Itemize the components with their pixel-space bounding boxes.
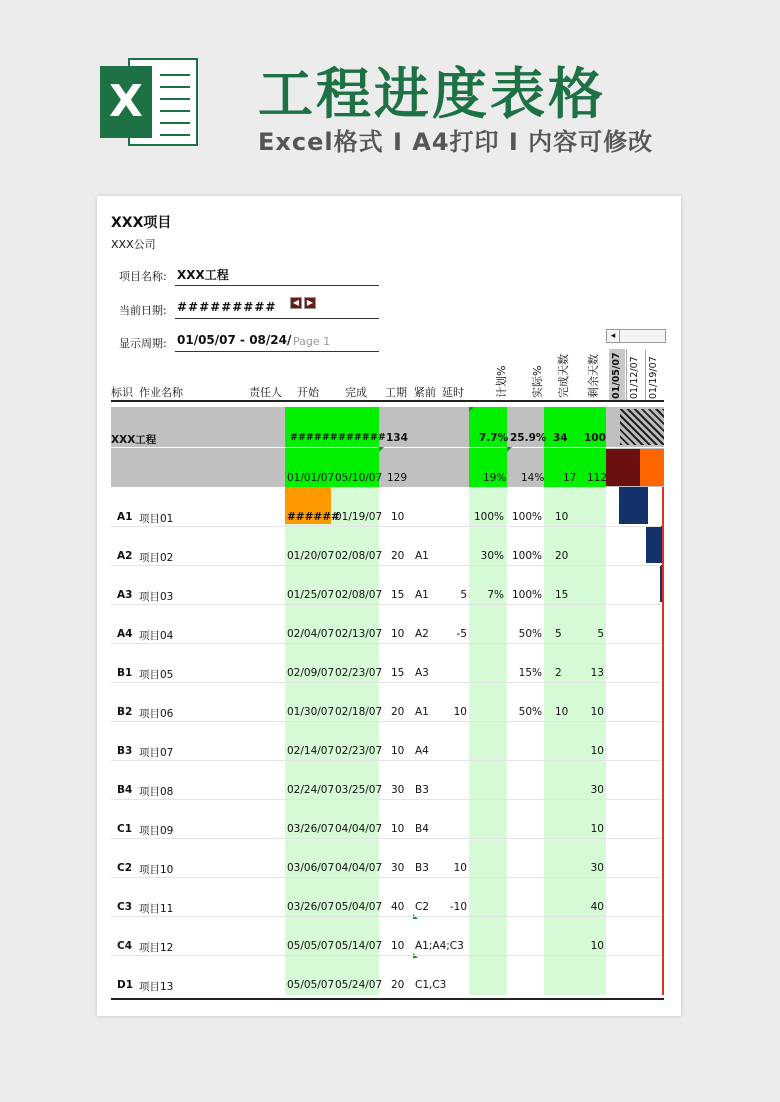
page-subtitle: Excel格式 I A4打印 I 内容可修改 — [258, 128, 654, 156]
row-finish: 05/14/07 — [335, 940, 383, 952]
row-done-days: 2 — [555, 667, 562, 679]
row-finish: 02/18/07 — [335, 706, 383, 718]
baseline-done-days: 17 — [563, 472, 577, 484]
row-start: 01/30/07 — [287, 706, 335, 718]
row-finish: 02/13/07 — [335, 628, 383, 640]
summary-name: XXX工程 — [111, 434, 157, 446]
row-plan-pct: 100% — [473, 511, 504, 523]
row-finish: 02/23/07 — [335, 667, 383, 679]
project-name-value[interactable]: XXX工程 — [177, 268, 229, 282]
row-done-days: 5 — [555, 628, 562, 640]
summary-done-days: 34 — [553, 432, 568, 444]
header-owner: 责任人 — [249, 386, 282, 399]
page-indicator: Page 1 — [293, 335, 331, 348]
excel-logo-icon — [100, 52, 200, 152]
row-id: A4 — [117, 628, 133, 640]
row-finish: 04/04/07 — [335, 823, 383, 835]
row-remain-days: 30 — [590, 862, 604, 874]
row-start: 02/24/07 — [287, 784, 335, 796]
header-date-1: 01/05/07 — [611, 352, 622, 399]
row-finish: 02/23/07 — [335, 745, 383, 757]
row-id: B4 — [117, 784, 133, 796]
row-name: 项目06 — [139, 708, 174, 720]
row-duration: 10 — [391, 628, 405, 640]
row-predecessor: C1,C3 — [415, 979, 447, 991]
row-id: C4 — [117, 940, 133, 952]
row-duration: 15 — [391, 667, 405, 679]
header-id: 标识 — [111, 386, 133, 399]
row-start: 02/04/07 — [287, 628, 335, 640]
row-duration: 20 — [391, 979, 405, 991]
display-period-value[interactable]: 01/05/07 - 08/24/ — [177, 333, 292, 347]
row-finish: 02/08/07 — [335, 589, 383, 601]
row-name: 项目05 — [139, 669, 174, 681]
row-predecessor: A3 — [415, 667, 429, 679]
row-predecessor: C2 — [415, 901, 430, 913]
header-actual-pct: 实际% — [531, 365, 544, 398]
row-name: 项目10 — [139, 864, 174, 876]
scroll-left-arrow-icon[interactable]: ◂ — [607, 330, 620, 342]
row-actual-pct: 100% — [511, 550, 542, 562]
row-name: 项目03 — [139, 591, 174, 603]
row-id: A1 — [117, 511, 133, 523]
row-predecessor: B4 — [415, 823, 429, 835]
row-id: B1 — [117, 667, 133, 679]
project-name-label: 项目名称: — [119, 270, 167, 283]
baseline-finish: 05/10/07 — [335, 472, 383, 484]
dates-column-bg — [285, 487, 379, 995]
row-remain-days: 40 — [590, 901, 604, 913]
baseline-duration: 129 — [387, 472, 408, 484]
row-id: B2 — [117, 706, 133, 718]
row-remain-days: 10 — [590, 745, 604, 757]
summary-remain-days: 100 — [584, 432, 606, 444]
row-finish: 03/25/07 — [335, 784, 383, 796]
row-plan-pct: 7% — [487, 589, 504, 601]
summary-actual-pct: 25.9% — [510, 432, 547, 444]
row-delay: 10 — [453, 706, 467, 718]
baseline-actual-pct: 14% — [521, 472, 545, 484]
row-done-days: 20 — [555, 550, 569, 562]
header-predecessor: 紧前 — [414, 386, 436, 399]
row-name: 项目01 — [139, 513, 174, 525]
row-duration: 30 — [391, 784, 405, 796]
row-remain-days: 30 — [590, 784, 604, 796]
row-name: 项目07 — [139, 747, 174, 759]
page-title: 工程进度表格 — [258, 62, 607, 126]
row-id: A3 — [117, 589, 133, 601]
row-name: 项目08 — [139, 786, 174, 798]
row-finish: 05/24/07 — [335, 979, 383, 991]
row-id: D1 — [117, 979, 134, 991]
row-duration: 10 — [391, 511, 405, 523]
row-start: 03/06/07 — [287, 862, 335, 874]
row-finish: 05/04/07 — [335, 901, 383, 913]
row-duration: 20 — [391, 550, 405, 562]
today-line — [662, 487, 664, 995]
row-name: 项目12 — [139, 942, 174, 954]
row-finish: 01/19/07 — [335, 511, 383, 523]
row-done-days: 10 — [555, 511, 569, 523]
row-remain-days: 10 — [590, 940, 604, 952]
row-predecessor: A1 — [415, 550, 429, 562]
header-duration: 工期 — [385, 386, 407, 399]
row-done-days: 15 — [555, 589, 569, 601]
baseline-start: 01/01/07 — [287, 472, 335, 484]
row-remain-days: 10 — [590, 823, 604, 835]
row-duration: 15 — [391, 589, 405, 601]
row-start: ###### — [287, 511, 340, 523]
baseline-plan-pct: 19% — [483, 472, 507, 484]
row-duration: 10 — [391, 940, 405, 952]
row-start: 03/26/07 — [287, 901, 335, 913]
baseline-remain-days: 112 — [587, 472, 608, 484]
row-delay: 5 — [460, 589, 467, 601]
header-remain-days: 剩余天数 — [587, 354, 600, 398]
gantt-scrollbar[interactable] — [606, 329, 666, 343]
summary-finish: ###### — [338, 432, 386, 443]
excel-logo-letter: X — [100, 66, 152, 138]
row-predecessor: A4 — [415, 745, 429, 757]
current-date-label: 当前日期: — [119, 304, 167, 317]
row-done-days: 10 — [555, 706, 569, 718]
row-start: 02/09/07 — [287, 667, 335, 679]
row-actual-pct: 100% — [511, 511, 542, 523]
row-duration: 20 — [391, 706, 405, 718]
row-start: 02/14/07 — [287, 745, 335, 757]
row-predecessor: A2 — [415, 628, 429, 640]
project-title: XXX项目 — [111, 215, 172, 231]
row-start: 05/05/07 — [287, 940, 335, 952]
header-delay: 延时 — [442, 386, 464, 399]
plan-pct-column-bg — [469, 487, 507, 995]
company-name: XXX公司 — [111, 238, 156, 251]
row-name: 项目04 — [139, 630, 174, 642]
row-name: 项目09 — [139, 825, 174, 837]
row-delay: -5 — [456, 628, 467, 640]
row-finish: 02/08/07 — [335, 550, 383, 562]
days-column-bg — [544, 487, 606, 995]
schedule-sheet — [97, 196, 681, 1016]
row-actual-pct: 50% — [518, 628, 542, 640]
row-name: 项目13 — [139, 981, 174, 993]
row-duration: 10 — [391, 745, 405, 757]
row-predecessor: B3 — [415, 784, 429, 796]
banner — [0, 0, 780, 190]
row-remain-days: 10 — [590, 706, 604, 718]
row-start: 01/25/07 — [287, 589, 335, 601]
header-done-days: 完成天数 — [557, 354, 570, 398]
row-predecessor: B3 — [415, 862, 429, 874]
header-start: 开始 — [297, 386, 319, 399]
row-actual-pct: 100% — [511, 589, 542, 601]
header-date-3: 01/19/07 — [648, 356, 659, 399]
header-name: 作业名称 — [139, 386, 183, 399]
row-name: 项目02 — [139, 552, 174, 564]
row-predecessor: A1;A4;C3 — [415, 940, 464, 952]
row-id: B3 — [117, 745, 133, 757]
header-date-2: 01/12/07 — [629, 356, 640, 399]
row-plan-pct: 30% — [480, 550, 504, 562]
next-period-button[interactable]: ▶ — [304, 297, 316, 309]
row-start: 05/05/07 — [287, 979, 335, 991]
summary-duration: 134 — [386, 432, 408, 444]
row-id: C1 — [117, 823, 133, 835]
row-actual-pct: 50% — [518, 706, 542, 718]
prev-period-button[interactable]: ◀ — [290, 297, 302, 309]
row-remain-days: 5 — [597, 628, 604, 640]
gantt-summary-progress — [606, 449, 640, 486]
gantt-bar-a1 — [619, 487, 648, 524]
row-delay: 10 — [453, 862, 467, 874]
summary-start: ###### — [290, 432, 338, 443]
row-id: C3 — [117, 901, 133, 913]
row-predecessor: A1 — [415, 706, 429, 718]
row-remain-days: 13 — [590, 667, 604, 679]
row-duration: 10 — [391, 823, 405, 835]
gantt-summary-bar — [620, 409, 664, 445]
row-start: 01/20/07 — [287, 550, 335, 562]
header-finish: 完成 — [345, 386, 367, 399]
row-start: 03/26/07 — [287, 823, 335, 835]
header-plan-pct: 计划% — [495, 365, 508, 398]
current-date-value[interactable]: ######### — [177, 300, 277, 314]
row-predecessor: A1 — [415, 589, 429, 601]
row-name: 项目11 — [139, 903, 174, 915]
row-finish: 04/04/07 — [335, 862, 383, 874]
row-delay: -10 — [449, 901, 467, 913]
row-id: C2 — [117, 862, 133, 874]
row-duration: 40 — [391, 901, 405, 913]
summary-plan-pct: 7.7% — [479, 432, 509, 444]
display-period-label: 显示周期: — [119, 337, 167, 350]
row-id: A2 — [117, 550, 133, 562]
row-actual-pct: 15% — [518, 667, 542, 679]
row-duration: 30 — [391, 862, 405, 874]
